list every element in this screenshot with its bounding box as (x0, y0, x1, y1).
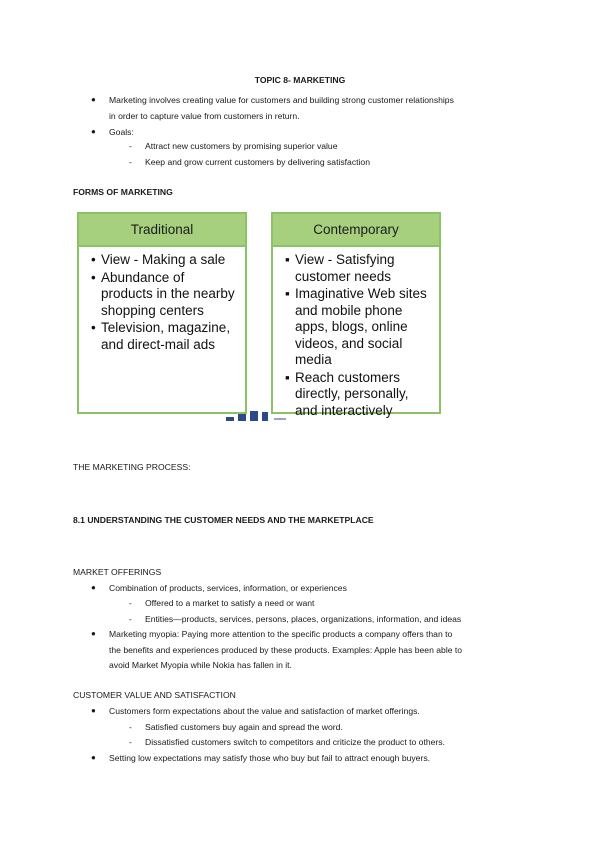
dash-marker: - (129, 141, 132, 151)
intro-bullet-2: Goals: (109, 127, 134, 137)
market-offerings-bullet-1: Combination of products, services, information, or experiences (109, 583, 347, 593)
customer-value-heading: CUSTOMER VALUE AND SATISFACTION (73, 690, 236, 700)
goal-item-1: Attract new customers by promising superior value (145, 141, 338, 151)
bullet-marker: ● (91, 583, 96, 592)
market-myopia-line3: avoid Market Myopia while Nokia has fallen in it. (109, 660, 292, 670)
forms-heading: FORMS OF MARKETING (73, 187, 173, 197)
traditional-box (77, 212, 247, 414)
dash-marker: - (129, 722, 132, 732)
traditional-item: • View - Making a sale (91, 252, 239, 269)
dash-marker: - (129, 157, 132, 167)
goal-item-2: Keep and grow current customers by delivering satisfaction (145, 157, 370, 167)
bullet-marker: ● (91, 706, 96, 715)
market-offerings-dash-2: Entities—products, services, persons, places, organizations, information, and ideas (145, 614, 462, 624)
dash-marker: - (129, 598, 132, 608)
customer-value-dash-2: Dissatisfied customers switch to competitors and criticize the product to others. (145, 737, 445, 747)
market-myopia-line1: Marketing myopia: Paying more attention to the specific products a company offers than to (109, 629, 453, 639)
page-title: TOPIC 8- MARKETING (254, 75, 346, 85)
traditional-title: Traditional (79, 214, 245, 247)
contemporary-box (271, 212, 441, 418)
intro-bullet-1-line2: in order to capture value from customers in return. (109, 111, 300, 121)
dash-marker: - (129, 737, 132, 747)
intro-bullet-1-line1: Marketing involves creating value for customers and building strong customer relationships (109, 95, 454, 105)
bullet-marker: ● (91, 95, 96, 104)
customer-value-dash-1: Satisfied customers buy again and spread the word. (145, 722, 343, 732)
bullet-marker: ● (91, 629, 96, 638)
watermark-fragment (226, 408, 296, 422)
contemporary-title: Contemporary (273, 214, 439, 247)
market-offerings-heading: MARKET OFFERINGS (73, 567, 162, 577)
contemporary-item: ▪ View - Satisfying customer needs (285, 252, 433, 285)
market-offerings-dash-1: Offered to a market to satisfy a need or want (145, 598, 315, 608)
contemporary-item: ▪ Imaginative Web sites and mobile phone apps, blogs, online videos, and social media (285, 286, 433, 369)
bullet-marker: ● (91, 753, 96, 762)
traditional-item: • Television, magazine, and direct-mail ads (91, 320, 239, 353)
market-myopia-line2: the benefits and experiences produced by these products. Examples: Apple has been able to (109, 645, 463, 655)
bullet-marker: ● (91, 127, 96, 136)
dash-marker: - (129, 614, 132, 624)
process-heading: THE MARKETING PROCESS: (73, 462, 191, 472)
traditional-item: • Abundance of products in the nearby shopping centers (91, 270, 239, 320)
customer-value-bullet-1: Customers form expectations about the value and satisfaction of market offerings. (109, 706, 420, 716)
section-heading: 8.1 UNDERSTANDING THE CUSTOMER NEEDS AND THE MARKETPLACE (73, 515, 374, 525)
customer-value-bullet-2: Setting low expectations may satisfy those who buy but fail to attract enough buyers. (109, 753, 431, 763)
contemporary-item: ▪ Reach customers directly, personally, and interactively (285, 370, 433, 420)
